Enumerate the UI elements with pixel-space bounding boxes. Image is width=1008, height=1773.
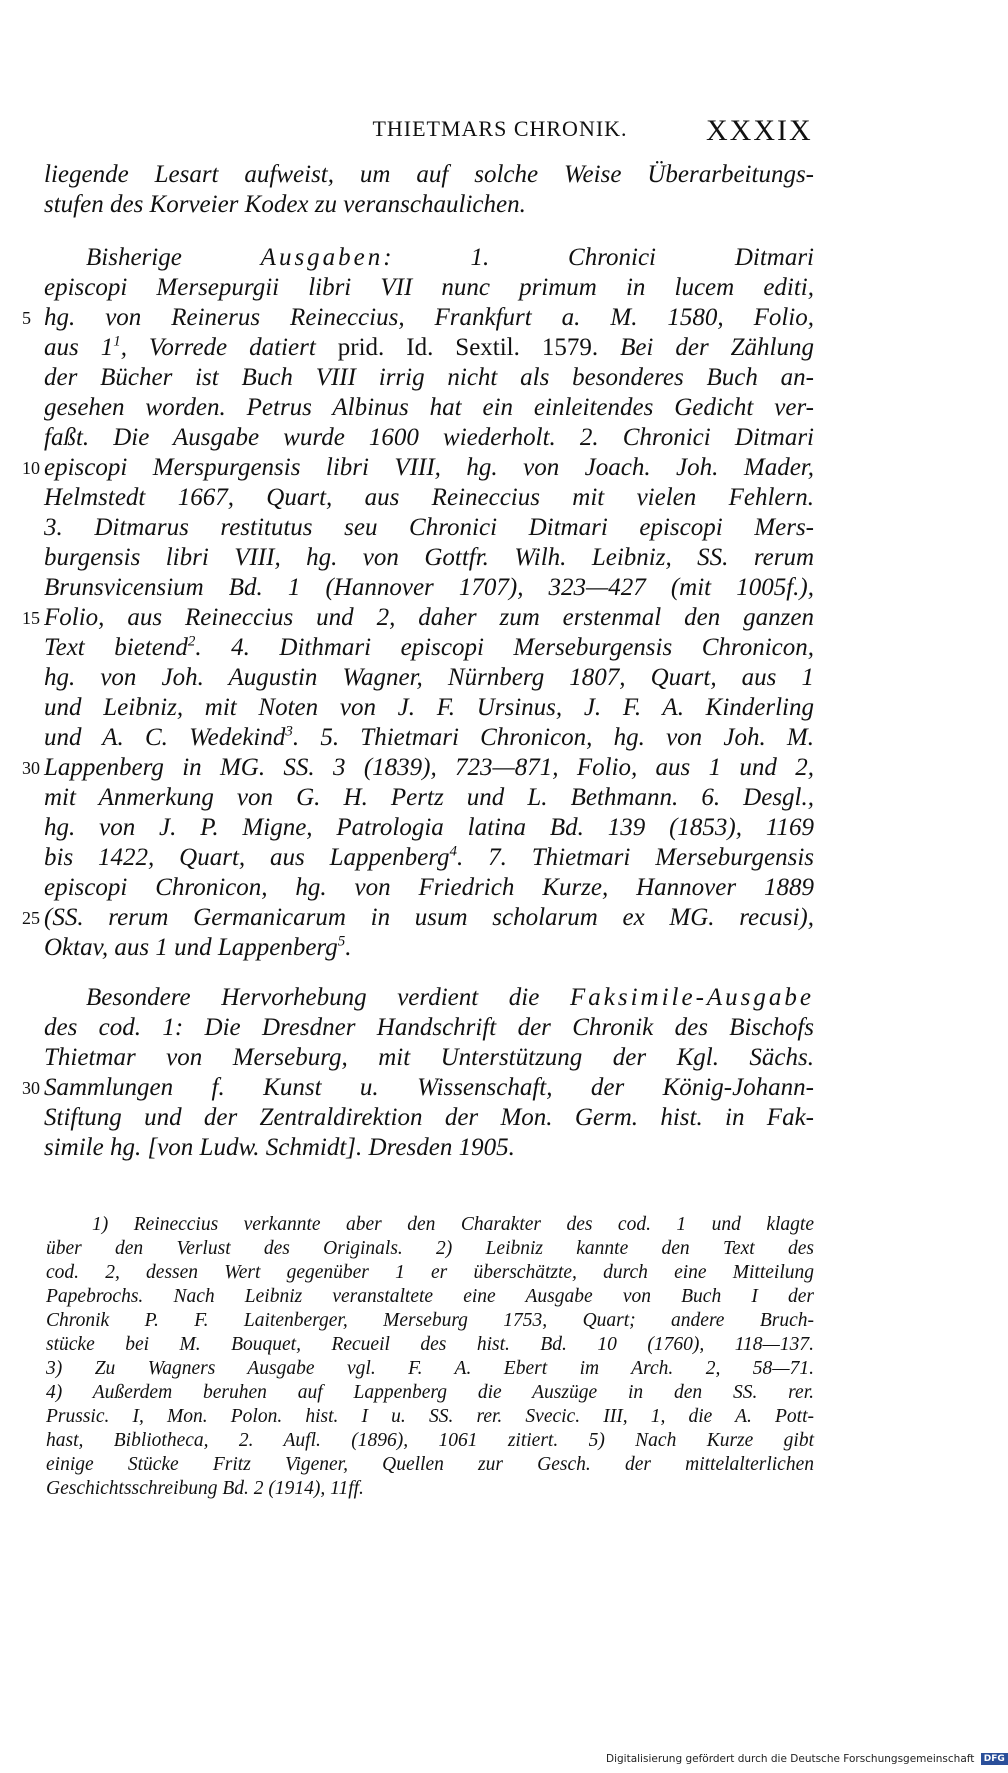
footnote-line: Papebrochs. Nach Leibniz veranstaltete eine Ausgabe von Buch I der xyxy=(46,1286,814,1307)
credit-text: Digitalisierung gefördert durch die Deutsche Forschungsgemeinschaft xyxy=(606,1753,975,1765)
footnote-line: 1) Reineccius verkannte aber den Charakter des cod. 1 und klagte xyxy=(92,1214,814,1235)
text-run: Oktav, aus 1 und Lappenberg xyxy=(44,934,338,961)
spaced-text: Faksimile-Ausgabe xyxy=(570,984,815,1011)
footnote-line: über den Verlust des Originals. 2) Leibniz kannte den Text des xyxy=(46,1238,814,1259)
text-run: . 5. Thietmari Chronicon, hg. von Joh. M. xyxy=(292,724,815,751)
text-line: Brunsvicensium Bd. 1 (Hannover 1707), 323—427 (mit 1005f.), xyxy=(44,574,814,601)
footnote-ref: 3 xyxy=(285,723,293,740)
footnote-line: 4) Außerdem beruhen auf Lappenberg die Auszüge in den SS. rer. xyxy=(46,1382,814,1403)
footnote-line: cod. 2, dessen Wert gegenüber 1 er überschätzte, durch eine Mitteilung xyxy=(46,1262,814,1283)
line-number: 25 xyxy=(22,908,40,928)
text-line xyxy=(86,983,814,1013)
digitization-credit xyxy=(606,1753,1008,1765)
text-run: Besondere Hervorhebung verdient die xyxy=(86,984,540,1011)
text-line: episcopi Chronicon, hg. von Friedrich Kurze, Hannover 1889 xyxy=(44,874,814,901)
text-run: . 4. Dithmari episcopi Merseburgensis Chronicon, xyxy=(195,634,814,661)
text-line: burgensis libri VIII, hg. von Gottfr. Wilh. Leibniz, SS. rerum xyxy=(44,544,814,571)
text-run: Text bietend xyxy=(44,634,188,661)
text-run: , Vorrede datiert xyxy=(120,334,316,361)
text-line xyxy=(44,723,814,753)
text-line: des cod. 1: Die Dresdner Handschrift der Chronik des Bischofs xyxy=(44,1014,814,1041)
footnote-line: Chronik P. F. Laitenberger, Merseburg 1753, Quart; andere Bruch- xyxy=(46,1310,814,1331)
text-line: hg. von J. P. Migne, Patrologia latina Bd. 139 (1853), 1169 xyxy=(44,814,814,841)
spaced-text: Ausgaben xyxy=(260,244,384,271)
text-line: faßt. Die Ausgabe wurde 1600 wiederholt. 2. Chronici Ditmari xyxy=(44,424,814,451)
text-line: Stiftung und der Zentraldirektion der Mon. Germ. hist. in Fak- xyxy=(44,1104,814,1131)
footnote-line: Geschichtsschreibung Bd. 2 (1914), 11ff. xyxy=(46,1478,364,1499)
header-title: THIETMARS CHRONIK. xyxy=(372,116,628,141)
page-number: XXXIX xyxy=(706,114,813,147)
footnote-ref: 1 xyxy=(113,333,121,350)
text-run: . xyxy=(345,934,352,961)
text-line: liegende Lesart aufweist, um auf solche Weise Überarbeitungs- xyxy=(44,161,814,188)
text-line xyxy=(44,843,814,873)
upright-text: prid. Id. Sextil. 1579. xyxy=(337,334,599,361)
text-run: und A. C. Wedekind xyxy=(44,724,286,751)
text-run: : 1. Chronici Ditmari xyxy=(383,244,815,271)
text-line: Sammlungen f. Kunst u. Wissenschaft, der König-Johann- xyxy=(44,1074,814,1101)
text-line: episcopi Mersepurgii libri VII nunc primum in lucem editi, xyxy=(44,274,814,301)
text-line: episcopi Merspurgensis libri VIII, hg. von Joach. Joh. Mader, xyxy=(44,454,814,481)
footnote-ref: 5 xyxy=(337,933,346,950)
text-line xyxy=(44,633,814,663)
text-line: Folio, aus Reineccius und 2, daher zum erstenmal den ganzen xyxy=(44,604,814,631)
footnote-line: 3) Zu Wagners Ausgabe vgl. F. A. Ebert im Arch. 2, 58—71. xyxy=(46,1358,814,1379)
text-line: mit Anmerkung von G. H. Pertz und L. Bethmann. 6. Desgl., xyxy=(44,784,814,811)
text-line: simile hg. [von Ludw. Schmidt]. Dresden 1905. xyxy=(44,1134,515,1161)
dfg-logo: DFG xyxy=(981,1753,1008,1765)
text-run: Bei der Zählung xyxy=(620,334,814,361)
text-line: hg. von Reinerus Reineccius, Frankfurt a. M. 1580, Folio, xyxy=(44,304,814,331)
text-run: bis 1422, Quart, aus Lappenberg xyxy=(44,844,450,871)
text-line: stufen des Korveier Kodex zu veranschaulichen. xyxy=(44,191,526,218)
text-line xyxy=(44,933,814,963)
text-run: Bisherige xyxy=(86,244,182,271)
text-line: und Leibniz, mit Noten von J. F. Ursinus, J. F. A. Kinderling xyxy=(44,694,814,721)
text-line: 3. Ditmarus restitutus seu Chronici Ditmari episcopi Mers- xyxy=(44,514,814,541)
line-number: 15 xyxy=(22,608,40,628)
text-line: hg. von Joh. Augustin Wagner, Nürnberg 1807, Quart, aus 1 xyxy=(44,664,814,691)
text-line: der Bücher ist Buch VIII irrig nicht als besonderes Buch an- xyxy=(44,364,814,391)
text-line: Helmstedt 1667, Quart, aus Reineccius mit vielen Fehlern. xyxy=(44,484,814,511)
footnote-line: einige Stücke Fritz Vigener, Quellen zur Gesch. der mittelalterlichen xyxy=(46,1454,814,1475)
footnote-line: stücke bei M. Bouquet, Recueil des hist. Bd. 10 (1760), 118—137. xyxy=(46,1334,814,1355)
text-line: (SS. rerum Germanicarum in usum scholarum ex MG. recusi), xyxy=(44,904,814,931)
footnote-ref: 2 xyxy=(187,633,196,650)
text-run: aus 1 xyxy=(44,334,114,361)
line-number: 30 xyxy=(22,758,40,778)
text-line: Thietmar von Merseburg, mit Unterstützung der Kgl. Sächs. xyxy=(44,1044,814,1071)
line-number: 5 xyxy=(22,308,31,328)
footnote-line: Prussic. I, Mon. Polon. hist. I u. SS. rer. Svecic. III, 1, die A. Pott- xyxy=(46,1406,814,1427)
text-line xyxy=(86,243,814,273)
footnote-line: hast, Bibliotheca, 2. Aufl. (1896), 1061 zitiert. 5) Nach Kurze gibt xyxy=(46,1430,814,1451)
line-number: 10 xyxy=(22,458,40,478)
text-line xyxy=(44,333,814,363)
text-run: . 7. Thietmari Merseburgensis xyxy=(457,844,814,871)
text-line: Lappenberg in MG. SS. 3 (1839), 723—871, Folio, aus 1 und 2, xyxy=(44,754,814,781)
footnote-ref: 4 xyxy=(449,843,457,860)
line-number: 30 xyxy=(22,1078,40,1098)
text-line: gesehen worden. Petrus Albinus hat ein einleitendes Gedicht ver- xyxy=(44,394,814,421)
